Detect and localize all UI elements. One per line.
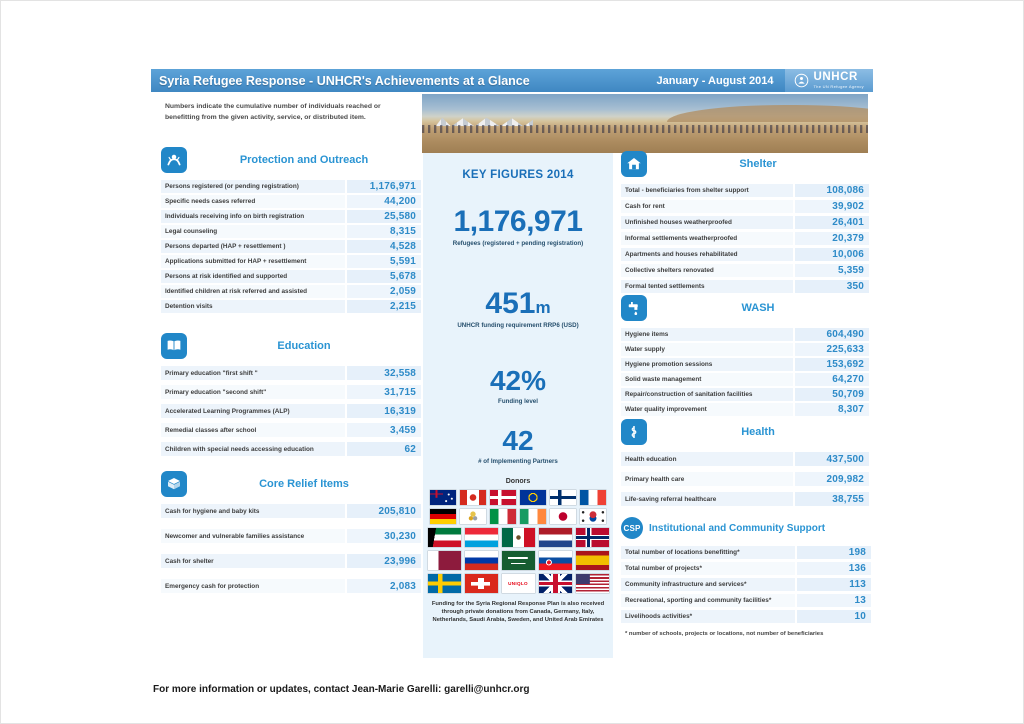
row-value: 350 — [795, 280, 869, 293]
csp-table — [621, 546, 871, 623]
row-label: Recreational, sporting and community facilities* — [621, 594, 795, 607]
row-label: Cash for rent — [621, 200, 793, 213]
row-value: 5,678 — [347, 270, 421, 283]
row-value: 10 — [797, 610, 871, 623]
row-value: 13 — [797, 594, 871, 607]
row-value: 113 — [797, 578, 871, 591]
table-row — [621, 472, 869, 486]
row-value: 108,086 — [795, 184, 869, 197]
row-value: 604,490 — [795, 328, 869, 341]
unhcr-emblem-icon — [794, 73, 809, 88]
row-value: 64,270 — [795, 373, 869, 386]
table-row — [621, 610, 871, 623]
row-label: Informal settlements weatherproofed — [621, 232, 793, 245]
unhcr-wordmark: UNHCR — [813, 71, 858, 84]
row-label: Children with special needs accessing education — [161, 442, 345, 456]
row-label: Livelihoods activities* — [621, 610, 795, 623]
key-figure-partners: 42 — [502, 425, 534, 456]
section-core-relief — [161, 471, 421, 604]
row-label: Life-saving referral healthcare — [621, 492, 793, 506]
flag-japan — [550, 509, 576, 524]
shelter-icon — [621, 151, 647, 177]
row-label: Formal tented settlements — [621, 280, 793, 293]
key-figures-title: KEY FIGURES 2014 — [462, 169, 574, 181]
flag-switzerland — [465, 574, 498, 593]
flag-canada — [460, 490, 486, 505]
section-education — [161, 333, 421, 461]
row-value: 2,059 — [347, 285, 421, 298]
flag-norway — [576, 528, 609, 547]
table-row — [161, 225, 421, 238]
row-value: 437,500 — [795, 452, 869, 466]
table-row — [621, 373, 869, 386]
key-figure-refugees: 1,176,971 — [453, 205, 583, 238]
row-value: 31,715 — [347, 385, 421, 399]
row-value: 26,401 — [795, 216, 869, 229]
photo-hill — [667, 105, 868, 123]
table-row — [621, 216, 869, 229]
flag-united-kingdom — [539, 574, 572, 593]
row-label: Water supply — [621, 343, 793, 356]
row-label: Remedial classes after school — [161, 423, 345, 437]
protection-table — [161, 180, 421, 313]
table-row — [621, 280, 869, 293]
row-value: 8,315 — [347, 225, 421, 238]
key-figure-funding-requirement: 451m — [485, 287, 551, 320]
key-figures-panel — [423, 153, 613, 658]
flag-mexico — [502, 528, 535, 547]
flag-luxembourg — [465, 528, 498, 547]
section-title: Health — [741, 426, 775, 438]
table-row — [621, 343, 869, 356]
section-health — [621, 419, 869, 512]
section-wash — [621, 295, 869, 418]
flag-kuwait — [428, 528, 461, 547]
key-figure-caption: Funding level — [498, 398, 538, 405]
row-label: Repair/construction of sanitation facilities — [621, 388, 793, 401]
section-title: Core Relief Items — [259, 478, 349, 490]
row-label: Community infrastructure and services* — [621, 578, 795, 591]
row-label: Water quality improvement — [621, 403, 793, 416]
flag-qatar — [428, 551, 461, 570]
flag-netherlands — [539, 528, 572, 547]
key-figure-caption: UNHCR funding requirement RRP6 (USD) — [457, 322, 579, 329]
row-label: Persons registered (or pending registration) — [161, 180, 345, 193]
education-icon — [161, 333, 187, 359]
health-icon — [621, 419, 647, 445]
wash-table — [621, 328, 869, 416]
table-row — [621, 388, 869, 401]
flag-slovakia — [539, 551, 572, 570]
row-label: Primary health care — [621, 472, 793, 486]
key-figure-caption: Refugees (registered + pending registration) — [452, 240, 584, 247]
section-protection — [161, 147, 421, 315]
flag-australia — [430, 490, 456, 505]
row-value: 2,215 — [347, 300, 421, 313]
core-relief-icon — [161, 471, 187, 497]
table-row — [621, 232, 869, 245]
section-shelter — [621, 151, 869, 296]
unhcr-logo — [785, 69, 873, 92]
table-row — [621, 328, 869, 341]
flag-united-states — [576, 574, 609, 593]
row-label: Emergency cash for protection — [161, 579, 345, 593]
row-value: 2,083 — [347, 579, 421, 593]
table-row — [161, 195, 421, 208]
health-table — [621, 452, 869, 506]
section-institutional-support — [621, 517, 871, 637]
table-row — [161, 529, 421, 543]
flag-saudi-arabia — [502, 551, 535, 570]
table-row — [161, 285, 421, 298]
row-value: 4,528 — [347, 240, 421, 253]
key-figure-caption: # of Implementing Partners — [478, 458, 558, 465]
unhcr-tagline: The UN Refugee Agency — [813, 83, 864, 89]
table-row — [621, 594, 871, 607]
row-value: 39,902 — [795, 200, 869, 213]
row-value: 10,006 — [795, 248, 869, 261]
row-label: Solid waste management — [621, 373, 793, 386]
row-label: Hygiene items — [621, 328, 793, 341]
row-value: 23,996 — [347, 554, 421, 568]
flag-denmark — [490, 490, 516, 505]
row-label: Primary education "first shift " — [161, 366, 345, 380]
table-row — [621, 546, 871, 559]
table-row — [161, 240, 421, 253]
row-label: Detention visits — [161, 300, 345, 313]
banner-photo — [422, 94, 868, 153]
csp-footnote: * number of schools, projects or locations, not number of beneficiaries — [625, 631, 824, 637]
section-title: Shelter — [739, 158, 777, 170]
row-label: Unfinished houses weatherproofed — [621, 216, 793, 229]
table-row — [161, 404, 421, 418]
row-label: Apartments and houses rehabilitated — [621, 248, 793, 261]
page-title: Syria Refugee Response - UNHCR's Achievements at a Glance — [159, 73, 530, 88]
row-label: Persons at risk identified and supported — [161, 270, 345, 283]
flag-spain — [576, 551, 609, 570]
row-value: 44,200 — [347, 195, 421, 208]
intro-note: Numbers indicate the cumulative number of individuals reached or benefitting from the given activity, service, or distributed item. — [165, 103, 381, 122]
row-value: 5,359 — [795, 264, 869, 277]
table-row — [621, 562, 871, 575]
row-label: Newcomer and vulnerable families assistance — [161, 529, 345, 543]
table-row — [161, 255, 421, 268]
row-label: Applications submitted for HAP + resettlement — [161, 255, 345, 268]
core-relief-table — [161, 504, 421, 593]
row-value: 8,307 — [795, 403, 869, 416]
row-label: Individuals receiving info on birth registration — [161, 210, 345, 223]
education-table — [161, 366, 421, 456]
flag-italy — [490, 509, 516, 524]
section-title: Institutional and Community Support — [649, 522, 826, 534]
table-row — [621, 200, 869, 213]
row-value: 32,558 — [347, 366, 421, 380]
row-value: 205,810 — [347, 504, 421, 518]
row-value: 30,230 — [347, 529, 421, 543]
flag-russia — [465, 551, 498, 570]
table-row — [161, 180, 421, 193]
section-title: Protection and Outreach — [239, 154, 369, 166]
table-row — [161, 385, 421, 399]
table-row — [161, 504, 421, 518]
row-value: 16,319 — [347, 404, 421, 418]
header-bar — [151, 69, 873, 92]
section-title: WASH — [741, 302, 775, 314]
funding-note: Funding for the Syria Regional Response Plan is also received through private donations from Canada, Germany, Italy, Netherlands, Saudi Arabia, Sweden, and United Arab Emirates — [431, 601, 605, 624]
table-row — [621, 184, 869, 197]
table-row — [161, 423, 421, 437]
shelter-table — [621, 184, 869, 293]
wash-icon — [621, 295, 647, 321]
table-row — [161, 270, 421, 283]
row-value: 209,982 — [795, 472, 869, 486]
row-value: 3,459 — [347, 423, 421, 437]
table-row — [621, 248, 869, 261]
photo-crowd — [422, 125, 868, 133]
row-value: 5,591 — [347, 255, 421, 268]
row-label: Collective shelters renovated — [621, 264, 793, 277]
row-label: Total number of projects* — [621, 562, 795, 575]
row-value: 1,176,971 — [347, 180, 421, 193]
row-value: 25,580 — [347, 210, 421, 223]
row-label: Specific needs cases referred — [161, 195, 345, 208]
row-label: Legal counseling — [161, 225, 345, 238]
flag-uniqlo: UNIQLO — [502, 574, 535, 593]
row-label: Health education — [621, 452, 793, 466]
table-row — [161, 579, 421, 593]
donor-flags-grid — [425, 490, 611, 593]
flag-holy-see — [460, 509, 486, 524]
table-row — [161, 442, 421, 456]
section-title: Education — [277, 340, 331, 352]
flag-ireland — [520, 509, 546, 524]
table-row — [161, 210, 421, 223]
flag-france — [580, 490, 606, 505]
row-value: 38,755 — [795, 492, 869, 506]
row-label: Total number of locations benefitting* — [621, 546, 795, 559]
flag-south-korea — [580, 509, 606, 524]
report-period: January - August 2014 — [656, 74, 774, 87]
row-label: Primary education "second shift" — [161, 385, 345, 399]
key-figure-funding-level: 42% — [489, 365, 547, 396]
row-value: 153,692 — [795, 358, 869, 371]
table-row — [621, 492, 869, 506]
row-value: 50,709 — [795, 388, 869, 401]
row-label: Cash for shelter — [161, 554, 345, 568]
table-row — [621, 403, 869, 416]
flag-sweden — [428, 574, 461, 593]
row-label: Cash for hygiene and baby kits — [161, 504, 345, 518]
donors-heading: Donors — [505, 478, 531, 485]
row-label: Hygiene promotion sessions — [621, 358, 793, 371]
row-value: 62 — [347, 442, 421, 456]
protection-icon — [161, 147, 187, 173]
row-value: 225,633 — [795, 343, 869, 356]
table-row — [621, 358, 869, 371]
row-label: Total - beneficiaries from shelter support — [621, 184, 793, 197]
flag-germany — [430, 509, 456, 524]
row-label: Accelerated Learning Programmes (ALP) — [161, 404, 345, 418]
table-row — [621, 452, 869, 466]
row-label: Identified children at risk referred and assisted — [161, 285, 345, 298]
table-row — [621, 578, 871, 591]
row-label: Persons departed (HAP + resettlement ) — [161, 240, 345, 253]
table-row — [161, 366, 421, 380]
table-row — [161, 554, 421, 568]
row-value: 198 — [797, 546, 871, 559]
table-row — [621, 264, 869, 277]
csp-icon: CSP — [621, 517, 643, 539]
flag-finland — [550, 490, 576, 505]
row-value: 136 — [797, 562, 871, 575]
row-value: 20,379 — [795, 232, 869, 245]
table-row — [161, 300, 421, 313]
flag-eu — [520, 490, 546, 505]
contact-line: For more information or updates, contact Jean-Marie Garelli: garelli@unhcr.org — [153, 684, 530, 695]
